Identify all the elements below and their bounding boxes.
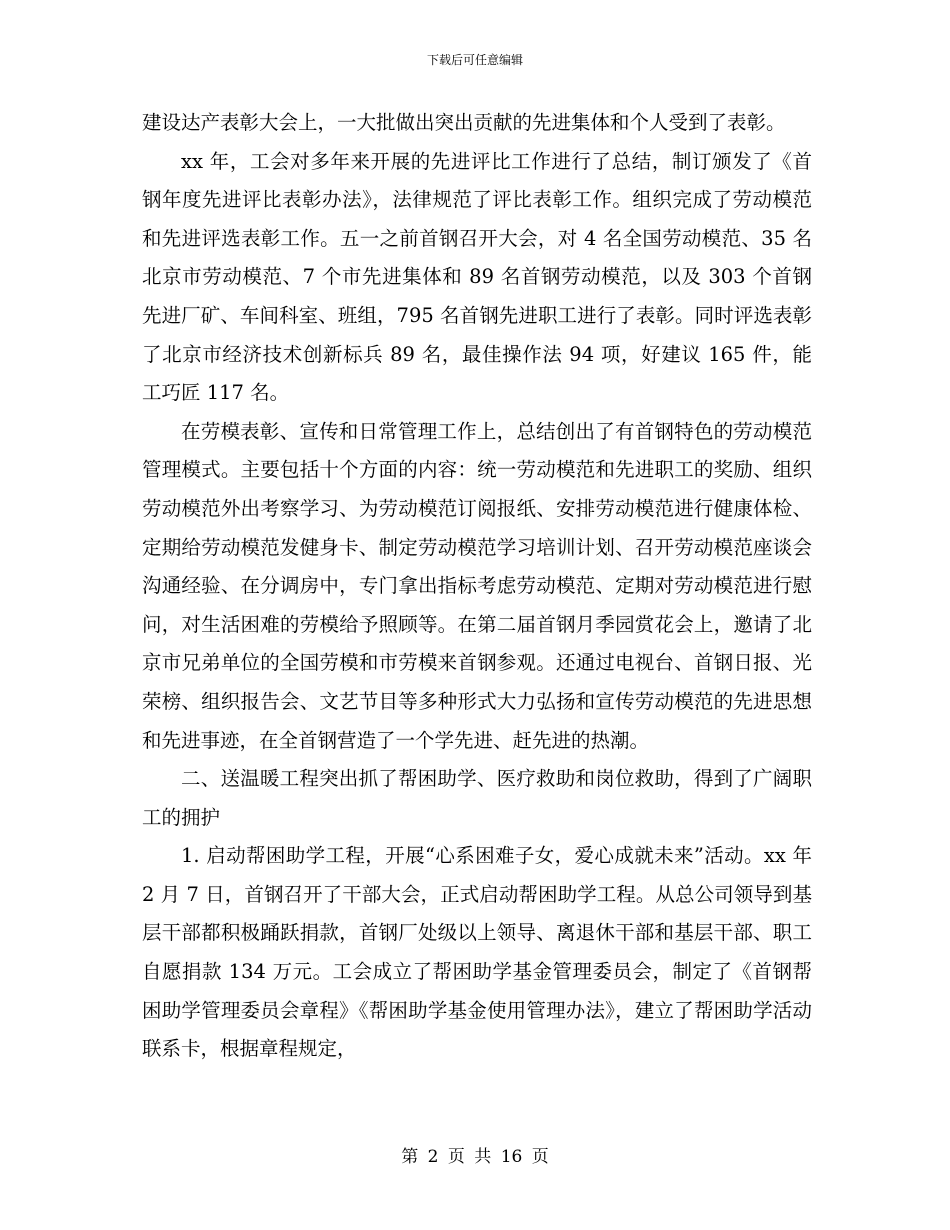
page-number-footer: 第 2 页 共 16 页 (401, 1147, 549, 1167)
paragraph-model-management: 在劳模表彰、宣传和日常管理工作上，总结创出了有首钢特色的劳动模范管理模式。主要包括十个方面的内容：统一劳动模范和先进职工的奖励、组织劳动模范外出考察学习、为劳动模范订阅报纸、安排劳动模范进行健康体检、定期给劳动模范发健身卡、制定劳动模范学习培训计划、召开劳动模范座谈会沟通经验、在分调房中，专门拿出指标考虑劳动模范、定期对劳动模范进行慰问，对生活困难的劳模给予照顾等。在第二届首钢月季园赏花会上，邀请了北京市兄弟单位的全国劳模和市劳模来首钢参观。还通过电视台、首钢日报、光荣榜、组织报告会、文艺节目等多种形式大力弘扬和宣传劳动模范的先进思想和先进事迹，在全首钢营造了一个学先进、赶先进的热潮。 (142, 419, 812, 752)
section-heading-warmth-project: 二、送温暖工程突出抓了帮困助学、医疗救助和岗位救助，得到了广阔职工的拥护 (142, 767, 812, 829)
paragraph-continuation: 建设达产表彰大会上，一大批做出突出贡献的先进集体和个人受到了表彰。 (142, 111, 786, 134)
paragraph-award-summary: xx 年，工会对多年来开展的先进评比工作进行了总结，制订颁发了《首钢年度先进评比表彰办法》，法律规范了评比表彰工作。组织完成了劳动模范和先进评选表彰工作。五一之前首钢召开大会，对 4 名全国劳动模范、35 名北京市劳动模范、7 个市先进集体和 89 名首钢劳动模范，以及 303 个首钢先进厂矿、车间科室、班组，795 名首钢先进职工进行了表彰。同时评选表彰了北京市经济技术创新标兵 89 名，最佳操作法 94 项，好建议 165 件，能工巧匠 117 名。 (142, 149, 812, 405)
paragraph-student-aid: 1. 启动帮困助学工程，开展“心系困难子女，爱心成就未来”活动。xx 年 2 月 7 日，首钢召开了干部大会，正式启动帮困助学工程。从总公司领导到基层干部都积极踊跃捐款，首钢厂处级以上领导、离退休干部和基层干部、职工自愿捐款 134 万元。工会成立了帮困助学基金管理委员会，制定了《首钢帮困助学管理委员会章程》《帮困助学基金使用管理办法》，建立了帮困助学活动联系卡，根据章程规定， (142, 844, 812, 1061)
page-header-note: 下载后可任意编辑 (426, 53, 523, 67)
document-body (142, 104, 812, 1069)
